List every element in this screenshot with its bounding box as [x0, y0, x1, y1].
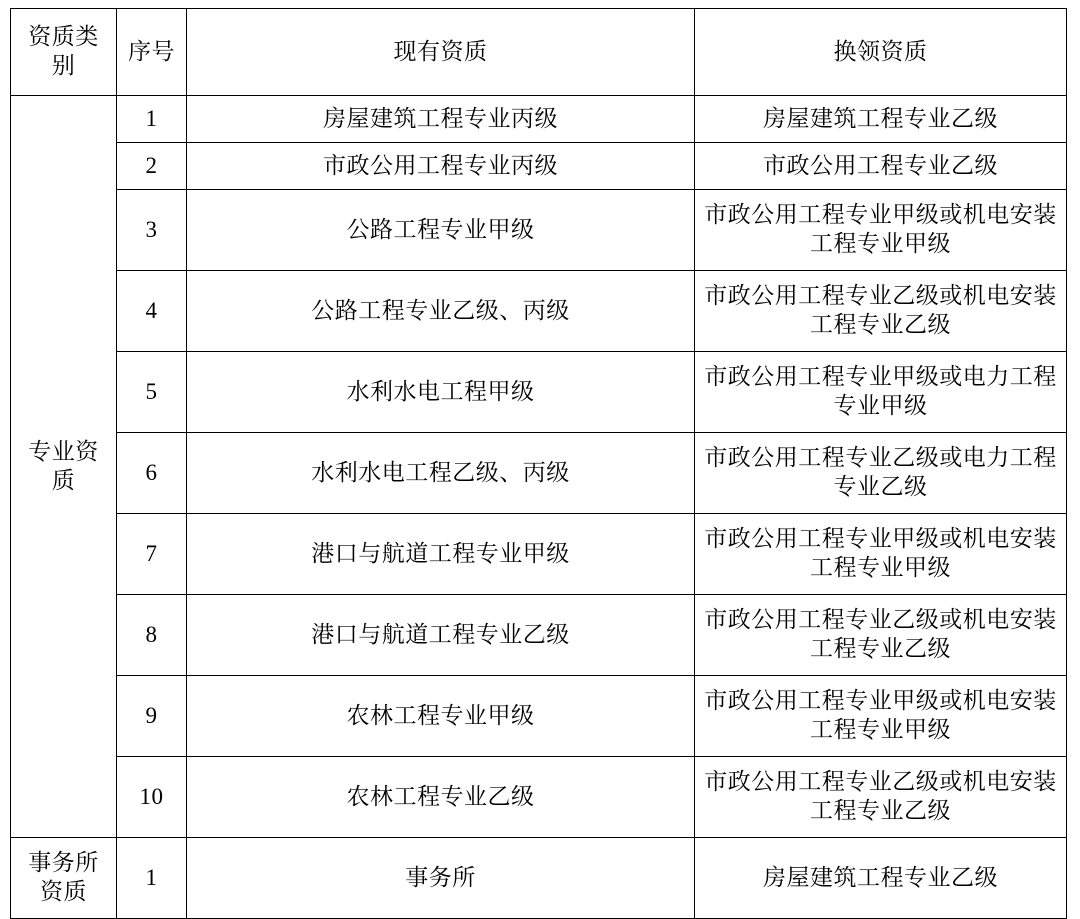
- current-qualification: 事务所: [187, 838, 695, 919]
- table-row: [11, 838, 1067, 919]
- current-qualification: 港口与航道工程专业甲级: [187, 514, 695, 595]
- current-qualification: 公路工程专业甲级: [187, 190, 695, 271]
- table-row: [11, 271, 1067, 352]
- header-replacement: 换领资质: [695, 9, 1067, 96]
- table-row: [11, 514, 1067, 595]
- current-qualification: 港口与航道工程专业乙级: [187, 595, 695, 676]
- table-row: [11, 190, 1067, 271]
- current-qualification: 水利水电工程乙级、丙级: [187, 433, 695, 514]
- replacement-qualification: 市政公用工程专业乙级或机电安装工程专业乙级: [695, 271, 1067, 352]
- replacement-qualification: 市政公用工程专业乙级或机电安装工程专业乙级: [695, 595, 1067, 676]
- table-header-row: [11, 9, 1067, 96]
- row-number: 10: [117, 757, 187, 838]
- row-number: 8: [117, 595, 187, 676]
- table-row: [11, 676, 1067, 757]
- row-number: 9: [117, 676, 187, 757]
- row-number: 7: [117, 514, 187, 595]
- replacement-qualification: 市政公用工程专业乙级或电力工程专业乙级: [695, 433, 1067, 514]
- row-number: 4: [117, 271, 187, 352]
- current-qualification: 公路工程专业乙级、丙级: [187, 271, 695, 352]
- current-qualification: 水利水电工程甲级: [187, 352, 695, 433]
- row-number: 5: [117, 352, 187, 433]
- table-header: [11, 9, 1067, 96]
- replacement-qualification: 房屋建筑工程专业乙级: [695, 838, 1067, 919]
- row-number: 1: [117, 838, 187, 919]
- category-cell-firm: 事务所资质: [11, 838, 117, 919]
- row-number: 6: [117, 433, 187, 514]
- row-number: 3: [117, 190, 187, 271]
- header-current: 现有资质: [187, 9, 695, 96]
- header-number: 序号: [117, 9, 187, 96]
- table-row: [11, 96, 1067, 143]
- replacement-qualification: 市政公用工程专业乙级或机电安装工程专业乙级: [695, 757, 1067, 838]
- table-row: [11, 143, 1067, 190]
- table-row: [11, 595, 1067, 676]
- current-qualification: 农林工程专业甲级: [187, 676, 695, 757]
- header-category: 资质类别: [11, 9, 117, 96]
- row-number: 2: [117, 143, 187, 190]
- replacement-qualification: 市政公用工程专业甲级或机电安装工程专业甲级: [695, 190, 1067, 271]
- replacement-qualification: 房屋建筑工程专业乙级: [695, 96, 1067, 143]
- table-row: [11, 352, 1067, 433]
- replacement-qualification: 市政公用工程专业甲级或机电安装工程专业甲级: [695, 514, 1067, 595]
- table-row: [11, 757, 1067, 838]
- replacement-qualification: 市政公用工程专业乙级: [695, 143, 1067, 190]
- replacement-qualification: 市政公用工程专业甲级或电力工程专业甲级: [695, 352, 1067, 433]
- table-row: [11, 433, 1067, 514]
- replacement-qualification: 市政公用工程专业甲级或机电安装工程专业甲级: [695, 676, 1067, 757]
- current-qualification: 农林工程专业乙级: [187, 757, 695, 838]
- row-number: 1: [117, 96, 187, 143]
- table-body: [11, 96, 1067, 919]
- current-qualification: 市政公用工程专业丙级: [187, 143, 695, 190]
- current-qualification: 房屋建筑工程专业丙级: [187, 96, 695, 143]
- qualification-table: [10, 8, 1067, 919]
- category-cell-professional: 专业资质: [11, 96, 117, 838]
